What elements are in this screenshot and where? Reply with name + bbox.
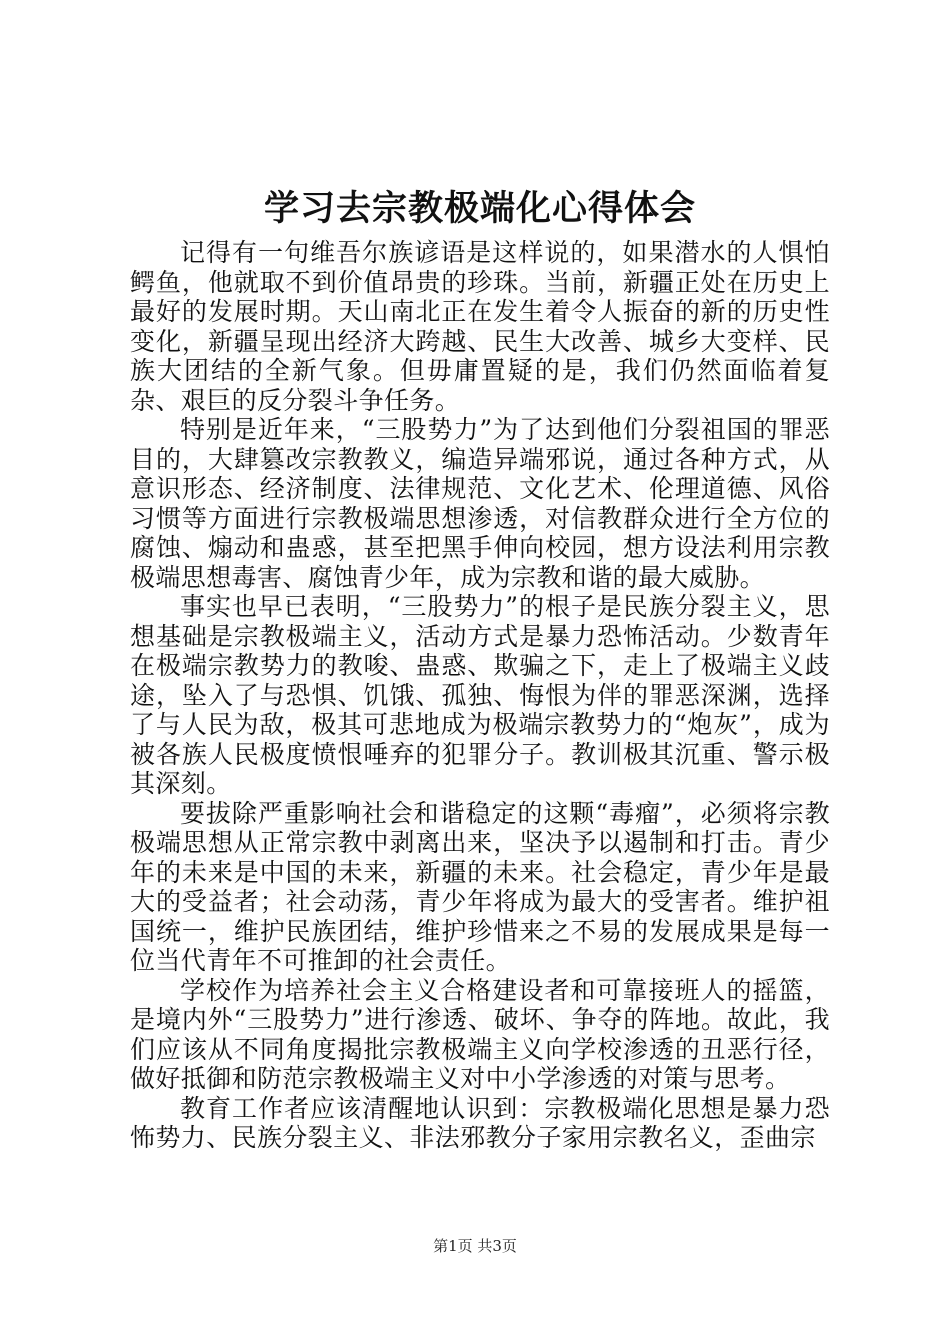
paragraph: 记得有一句维吾尔族谚语是这样说的，如果潜水的人惧怕鳄鱼，他就取不到价值昂贵的珍珠。当前，新疆正处在历史上最好的发展时期。天山南北正在发生着令人振奋的新的历史性变化，新疆呈现出经济大跨越、民生大改善、城乡大变样、民族大团结的全新气象。但毋庸置疑的是，我们仍然面临着复杂、艰巨的反分裂斗争任务。 bbox=[130, 238, 830, 415]
paragraph: 要拔除严重影响社会和谐稳定的这颗“毒瘤”，必须将宗教极端思想从正常宗教中剥离出来，坚决予以遏制和打击。青少年的未来是中国的未来，新疆的未来。社会稳定，青少年是最大的受益者；社会动荡，青少年将成为最大的受害者。维护祖国统一，维护民族团结，维护珍惜来之不易的发展成果是每一位当代青年不可推卸的社会责任。 bbox=[130, 798, 830, 975]
paragraph: 特别是近年来，“三股势力”为了达到他们分裂祖国的罪恶目的，大肆篡改宗教教义，编造异端邪说，通过各种方式，从意识形态、经济制度、法律规范、文化艺术、伦理道德、风俗习惯等方面进行宗教极端思想渗透，对信教群众进行全方位的腐蚀、煽动和蛊惑，甚至把黑手伸向校园，想方设法利用宗教极端思想毒害、腐蚀青少年，成为宗教和谐的最大威胁。 bbox=[130, 415, 830, 592]
page-number-footer: 第1页 共3页 bbox=[433, 1237, 517, 1255]
paragraph: 教育工作者应该清醒地认识到：宗教极端化思想是暴力恐怖势力、民族分裂主义、非法邪教分子家用宗教名义，歪曲宗 bbox=[130, 1093, 830, 1152]
paragraph: 事实也早已表明，“三股势力”的根子是民族分裂主义，思想基础是宗教极端主义，活动方式是暴力恐怖活动。少数青年在极端宗教势力的教唆、蛊惑、欺骗之下，走上了极端主义歧途，坠入了与恐惧、饥饿、孤独、悔恨为伴的罪恶深渊，选择了与人民为敌，极其可悲地成为极端宗教势力的“炮灰”，成为被各族人民极度愤恨唾弃的犯罪分子。教训极其沉重、警示极其深刻。 bbox=[130, 592, 830, 798]
document-title: 学习去宗教极端化心得体会 bbox=[263, 188, 696, 229]
document-body bbox=[130, 238, 830, 1153]
paragraph: 学校作为培养社会主义合格建设者和可靠接班人的摇篮，是境内外“三股势力”进行渗透、破坏、争夺的阵地。故此，我们应该从不同角度揭批宗教极端主义向学校渗透的丑恶行径，做好抵御和防范宗教极端主义对中小学渗透的对策与思考。 bbox=[130, 975, 830, 1093]
